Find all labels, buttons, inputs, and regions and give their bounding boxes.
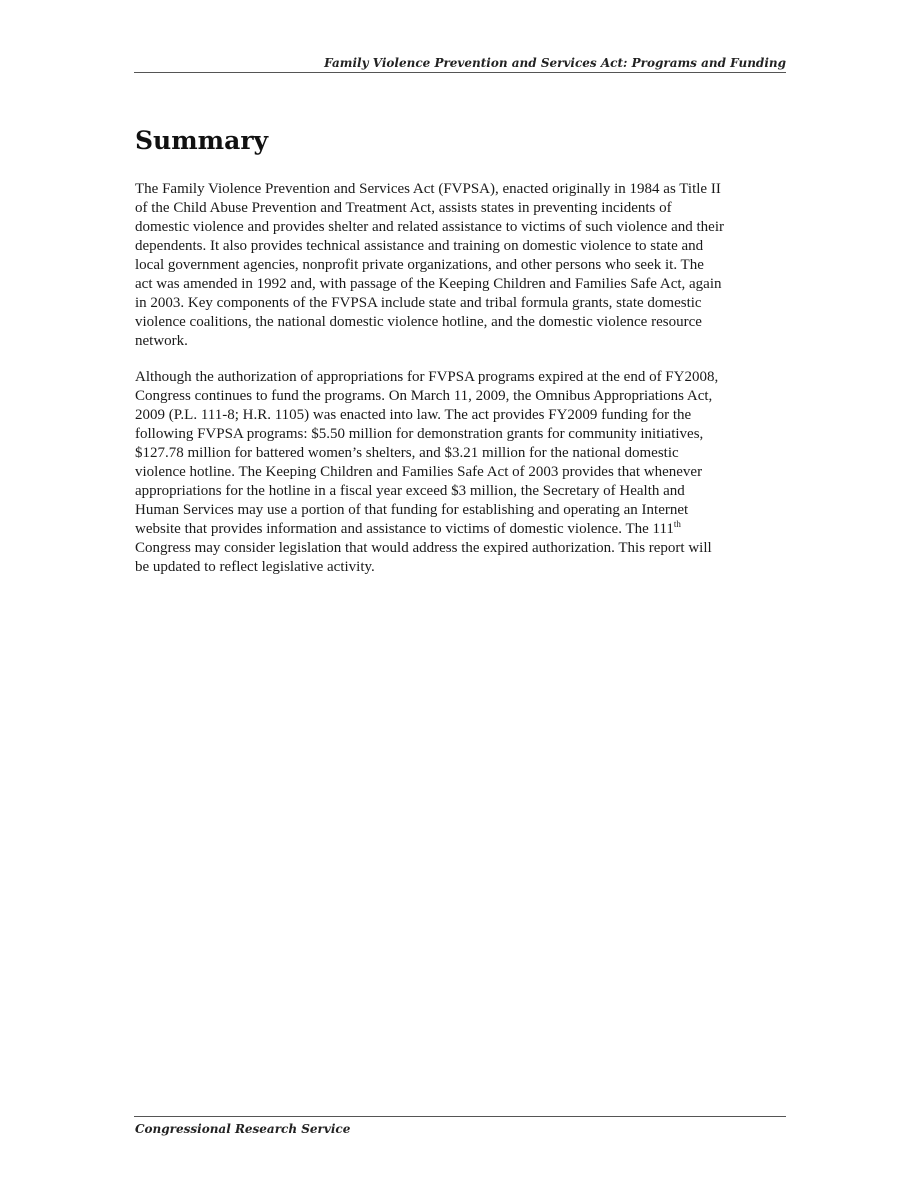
text-line: Congress continues to fund the programs. On March 11, 2009, the Omnibus Appropriations Act,: [135, 388, 713, 404]
text-line-content: website that provides information and assistance to victims of domestic violence. The 111: [135, 521, 674, 537]
text-line: Human Services may use a portion of that funding for establishing and operating an Internet: [135, 502, 689, 518]
text-line: in 2003. Key components of the FVPSA include state and tribal formula grants, state domestic: [135, 295, 702, 311]
summary-paragraph-2: [135, 368, 790, 577]
text-line: $127.78 million for battered women’s shelters, and $3.21 million for the national domestic: [135, 445, 679, 461]
text-line: be updated to reflect legislative activity.: [135, 559, 375, 575]
footer-divider: [134, 1116, 786, 1117]
text-line: domestic violence and provides shelter and related assistance to victims of such violence and their: [135, 219, 724, 235]
section-heading: Summary: [135, 126, 269, 155]
text-line: of the Child Abuse Prevention and Treatment Act, assists states in preventing incidents of: [135, 200, 672, 216]
ordinal-superscript: th: [673, 519, 681, 529]
text-line: 2009 (P.L. 111-8; H.R. 1105) was enacted into law. The act provides FY2009 funding for the: [135, 407, 692, 423]
text-line: appropriations for the hotline in a fiscal year exceed $3 million, the Secretary of Health and: [135, 483, 685, 499]
running-header: Family Violence Prevention and Services Act: Programs and Funding: [324, 56, 786, 70]
text-line: dependents. It also provides technical assistance and training on domestic violence to state and: [135, 238, 704, 254]
text-line: The Family Violence Prevention and Services Act (FVPSA), enacted originally in 1984 as Title II: [135, 181, 721, 197]
header-divider: [134, 72, 786, 73]
text-line: local government agencies, nonprofit private organizations, and other persons who seek it. The: [135, 257, 704, 273]
text-line: network.: [135, 333, 188, 349]
text-line: act was amended in 1992 and, with passage of the Keeping Children and Families Safe Act, again: [135, 276, 722, 292]
text-line: following FVPSA programs: $5.50 million for demonstration grants for community initiatives,: [135, 426, 704, 442]
running-footer: Congressional Research Service: [135, 1122, 351, 1136]
text-line: violence hotline. The Keeping Children and Families Safe Act of 2003 provides that whenever: [135, 464, 703, 480]
text-line: violence coalitions, the national domestic violence hotline, and the domestic violence resource: [135, 314, 702, 330]
summary-paragraph-1: [135, 180, 790, 351]
text-line: Congress may consider legislation that would address the expired authorization. This report will: [135, 540, 712, 556]
text-line: [135, 520, 790, 539]
text-line: Although the authorization of appropriations for FVPSA programs expired at the end of FY2008,: [135, 369, 719, 385]
